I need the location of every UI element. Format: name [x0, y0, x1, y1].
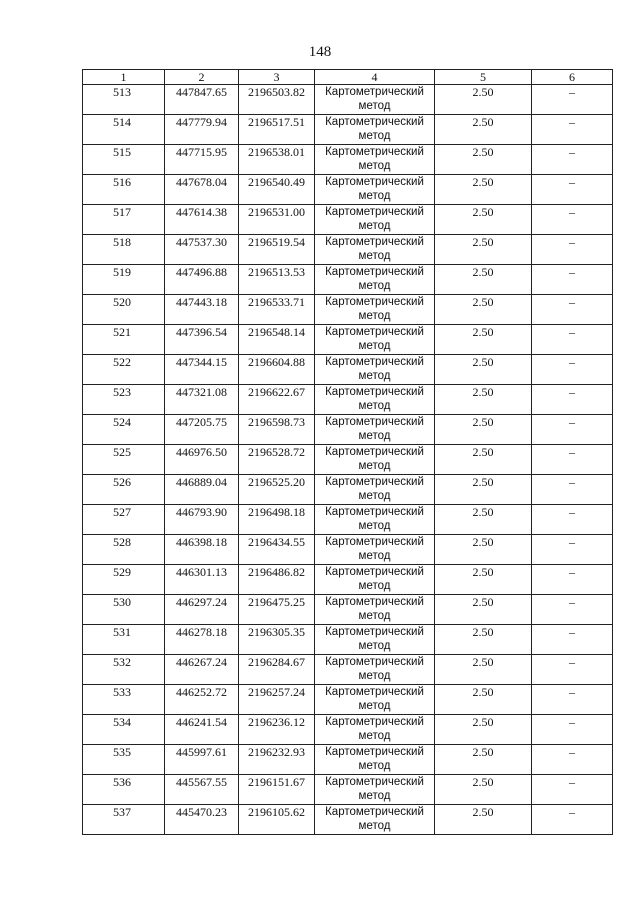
point-number-cell: 515 [83, 145, 165, 175]
method-cell: Картометрический метод [315, 775, 435, 805]
table-row [83, 265, 613, 295]
method-cell: Картометрический метод [315, 625, 435, 655]
accuracy-cell: 2.50 [435, 535, 532, 565]
note-cell: – [532, 625, 613, 655]
accuracy-cell: 2.50 [435, 265, 532, 295]
point-number-cell: 531 [83, 625, 165, 655]
y-coordinate-cell: 2196236.12 [239, 715, 315, 745]
x-coordinate-cell: 447715.95 [165, 145, 239, 175]
method-cell: Картометрический метод [315, 235, 435, 265]
table-row [83, 175, 613, 205]
x-coordinate-cell: 445997.61 [165, 745, 239, 775]
point-number-cell: 534 [83, 715, 165, 745]
point-number-cell: 520 [83, 295, 165, 325]
accuracy-cell: 2.50 [435, 85, 532, 115]
accuracy-cell: 2.50 [435, 205, 532, 235]
note-cell: – [532, 565, 613, 595]
accuracy-cell: 2.50 [435, 655, 532, 685]
method-cell: Картометрический метод [315, 805, 435, 835]
y-coordinate-cell: 2196622.67 [239, 385, 315, 415]
table-row [83, 85, 613, 115]
note-cell: – [532, 175, 613, 205]
accuracy-cell: 2.50 [435, 325, 532, 355]
accuracy-cell: 2.50 [435, 745, 532, 775]
y-coordinate-cell: 2196519.54 [239, 235, 315, 265]
x-coordinate-cell: 447847.65 [165, 85, 239, 115]
point-number-cell: 532 [83, 655, 165, 685]
point-number-cell: 522 [83, 355, 165, 385]
method-cell: Картометрический метод [315, 535, 435, 565]
accuracy-cell: 2.50 [435, 475, 532, 505]
accuracy-cell: 2.50 [435, 805, 532, 835]
method-cell: Картометрический метод [315, 85, 435, 115]
accuracy-cell: 2.50 [435, 175, 532, 205]
x-coordinate-cell: 447205.75 [165, 415, 239, 445]
accuracy-cell: 2.50 [435, 625, 532, 655]
point-number-cell: 524 [83, 415, 165, 445]
x-coordinate-cell: 446889.04 [165, 475, 239, 505]
point-number-cell: 535 [83, 745, 165, 775]
x-coordinate-cell: 447537.30 [165, 235, 239, 265]
method-cell: Картометрический метод [315, 145, 435, 175]
accuracy-cell: 2.50 [435, 505, 532, 535]
point-number-cell: 528 [83, 535, 165, 565]
method-cell: Картометрический метод [315, 475, 435, 505]
table-row [83, 625, 613, 655]
note-cell: – [532, 775, 613, 805]
point-number-cell: 521 [83, 325, 165, 355]
y-coordinate-cell: 2196151.67 [239, 775, 315, 805]
x-coordinate-cell: 446793.90 [165, 505, 239, 535]
accuracy-cell: 2.50 [435, 385, 532, 415]
note-cell: – [532, 295, 613, 325]
x-coordinate-cell: 446301.13 [165, 565, 239, 595]
note-cell: – [532, 595, 613, 625]
point-number-cell: 529 [83, 565, 165, 595]
x-coordinate-cell: 446976.50 [165, 445, 239, 475]
y-coordinate-cell: 2196232.93 [239, 745, 315, 775]
y-coordinate-cell: 2196517.51 [239, 115, 315, 145]
point-number-cell: 525 [83, 445, 165, 475]
y-coordinate-cell: 2196284.67 [239, 655, 315, 685]
table-row [83, 805, 613, 835]
table-row [83, 205, 613, 235]
y-coordinate-cell: 2196531.00 [239, 205, 315, 235]
page-number: 148 [308, 44, 332, 60]
note-cell: – [532, 535, 613, 565]
method-cell: Картометрический метод [315, 385, 435, 415]
x-coordinate-cell: 447344.15 [165, 355, 239, 385]
point-number-cell: 517 [83, 205, 165, 235]
accuracy-cell: 2.50 [435, 115, 532, 145]
point-number-cell: 523 [83, 385, 165, 415]
note-cell: – [532, 85, 613, 115]
point-number-cell: 533 [83, 685, 165, 715]
x-coordinate-cell: 445567.55 [165, 775, 239, 805]
method-cell: Картометрический метод [315, 415, 435, 445]
table-row [83, 535, 613, 565]
header-col-5: 5 [435, 70, 532, 85]
note-cell: – [532, 355, 613, 385]
accuracy-cell: 2.50 [435, 415, 532, 445]
point-number-cell: 526 [83, 475, 165, 505]
method-cell: Картометрический метод [315, 295, 435, 325]
note-cell: – [532, 805, 613, 835]
note-cell: – [532, 235, 613, 265]
accuracy-cell: 2.50 [435, 685, 532, 715]
table-row [83, 745, 613, 775]
note-cell: – [532, 745, 613, 775]
note-cell: – [532, 505, 613, 535]
point-number-cell: 513 [83, 85, 165, 115]
header-col-4: 4 [315, 70, 435, 85]
x-coordinate-cell: 446297.24 [165, 595, 239, 625]
y-coordinate-cell: 2196540.49 [239, 175, 315, 205]
point-number-cell: 516 [83, 175, 165, 205]
y-coordinate-cell: 2196533.71 [239, 295, 315, 325]
table-row [83, 565, 613, 595]
table-row [83, 505, 613, 535]
x-coordinate-cell: 447396.54 [165, 325, 239, 355]
x-coordinate-cell: 447678.04 [165, 175, 239, 205]
note-cell: – [532, 205, 613, 235]
method-cell: Картометрический метод [315, 325, 435, 355]
x-coordinate-cell: 445470.23 [165, 805, 239, 835]
point-number-cell: 530 [83, 595, 165, 625]
y-coordinate-cell: 2196548.14 [239, 325, 315, 355]
note-cell: – [532, 655, 613, 685]
table-row [83, 445, 613, 475]
x-coordinate-cell: 447614.38 [165, 205, 239, 235]
table-body [83, 85, 613, 835]
y-coordinate-cell: 2196498.18 [239, 505, 315, 535]
x-coordinate-cell: 446267.24 [165, 655, 239, 685]
accuracy-cell: 2.50 [435, 355, 532, 385]
accuracy-cell: 2.50 [435, 595, 532, 625]
y-coordinate-cell: 2196257.24 [239, 685, 315, 715]
point-number-cell: 527 [83, 505, 165, 535]
method-cell: Картометрический метод [315, 445, 435, 475]
method-cell: Картометрический метод [315, 265, 435, 295]
method-cell: Картометрический метод [315, 565, 435, 595]
y-coordinate-cell: 2196538.01 [239, 145, 315, 175]
table-row [83, 295, 613, 325]
table-header [83, 70, 613, 85]
y-coordinate-cell: 2196475.25 [239, 595, 315, 625]
point-number-cell: 537 [83, 805, 165, 835]
header-col-3: 3 [239, 70, 315, 85]
method-cell: Картометрический метод [315, 655, 435, 685]
y-coordinate-cell: 2196434.55 [239, 535, 315, 565]
note-cell: – [532, 145, 613, 175]
y-coordinate-cell: 2196105.62 [239, 805, 315, 835]
table-row [83, 715, 613, 745]
method-cell: Картометрический метод [315, 715, 435, 745]
method-cell: Картометрический метод [315, 745, 435, 775]
note-cell: – [532, 685, 613, 715]
x-coordinate-cell: 446252.72 [165, 685, 239, 715]
table-row [83, 385, 613, 415]
x-coordinate-cell: 447779.94 [165, 115, 239, 145]
x-coordinate-cell: 447321.08 [165, 385, 239, 415]
x-coordinate-cell: 446241.54 [165, 715, 239, 745]
header-row [83, 70, 613, 85]
table-row [83, 325, 613, 355]
note-cell: – [532, 715, 613, 745]
note-cell: – [532, 325, 613, 355]
accuracy-cell: 2.50 [435, 145, 532, 175]
method-cell: Картометрический метод [315, 175, 435, 205]
method-cell: Картометрический метод [315, 115, 435, 145]
table-row [83, 235, 613, 265]
x-coordinate-cell: 446398.18 [165, 535, 239, 565]
note-cell: – [532, 265, 613, 295]
y-coordinate-cell: 2196305.35 [239, 625, 315, 655]
header-col-1: 1 [83, 70, 165, 85]
accuracy-cell: 2.50 [435, 775, 532, 805]
table-row [83, 415, 613, 445]
x-coordinate-cell: 447443.18 [165, 295, 239, 325]
point-number-cell: 519 [83, 265, 165, 295]
table-row [83, 685, 613, 715]
accuracy-cell: 2.50 [435, 235, 532, 265]
y-coordinate-cell: 2196486.82 [239, 565, 315, 595]
coordinates-table [82, 69, 613, 835]
accuracy-cell: 2.50 [435, 715, 532, 745]
y-coordinate-cell: 2196513.53 [239, 265, 315, 295]
accuracy-cell: 2.50 [435, 445, 532, 475]
table-row [83, 655, 613, 685]
header-col-6: 6 [532, 70, 613, 85]
method-cell: Картометрический метод [315, 505, 435, 535]
header-col-2: 2 [165, 70, 239, 85]
y-coordinate-cell: 2196525.20 [239, 475, 315, 505]
y-coordinate-cell: 2196598.73 [239, 415, 315, 445]
table-row [83, 475, 613, 505]
y-coordinate-cell: 2196604.88 [239, 355, 315, 385]
note-cell: – [532, 415, 613, 445]
table-row [83, 355, 613, 385]
method-cell: Картометрический метод [315, 205, 435, 235]
method-cell: Картометрический метод [315, 685, 435, 715]
point-number-cell: 514 [83, 115, 165, 145]
x-coordinate-cell: 446278.18 [165, 625, 239, 655]
accuracy-cell: 2.50 [435, 295, 532, 325]
point-number-cell: 518 [83, 235, 165, 265]
table-row [83, 595, 613, 625]
table-row [83, 115, 613, 145]
accuracy-cell: 2.50 [435, 565, 532, 595]
note-cell: – [532, 445, 613, 475]
y-coordinate-cell: 2196528.72 [239, 445, 315, 475]
method-cell: Картометрический метод [315, 595, 435, 625]
method-cell: Картометрический метод [315, 355, 435, 385]
table-row [83, 775, 613, 805]
x-coordinate-cell: 447496.88 [165, 265, 239, 295]
table-row [83, 145, 613, 175]
y-coordinate-cell: 2196503.82 [239, 85, 315, 115]
point-number-cell: 536 [83, 775, 165, 805]
note-cell: – [532, 475, 613, 505]
note-cell: – [532, 115, 613, 145]
note-cell: – [532, 385, 613, 415]
